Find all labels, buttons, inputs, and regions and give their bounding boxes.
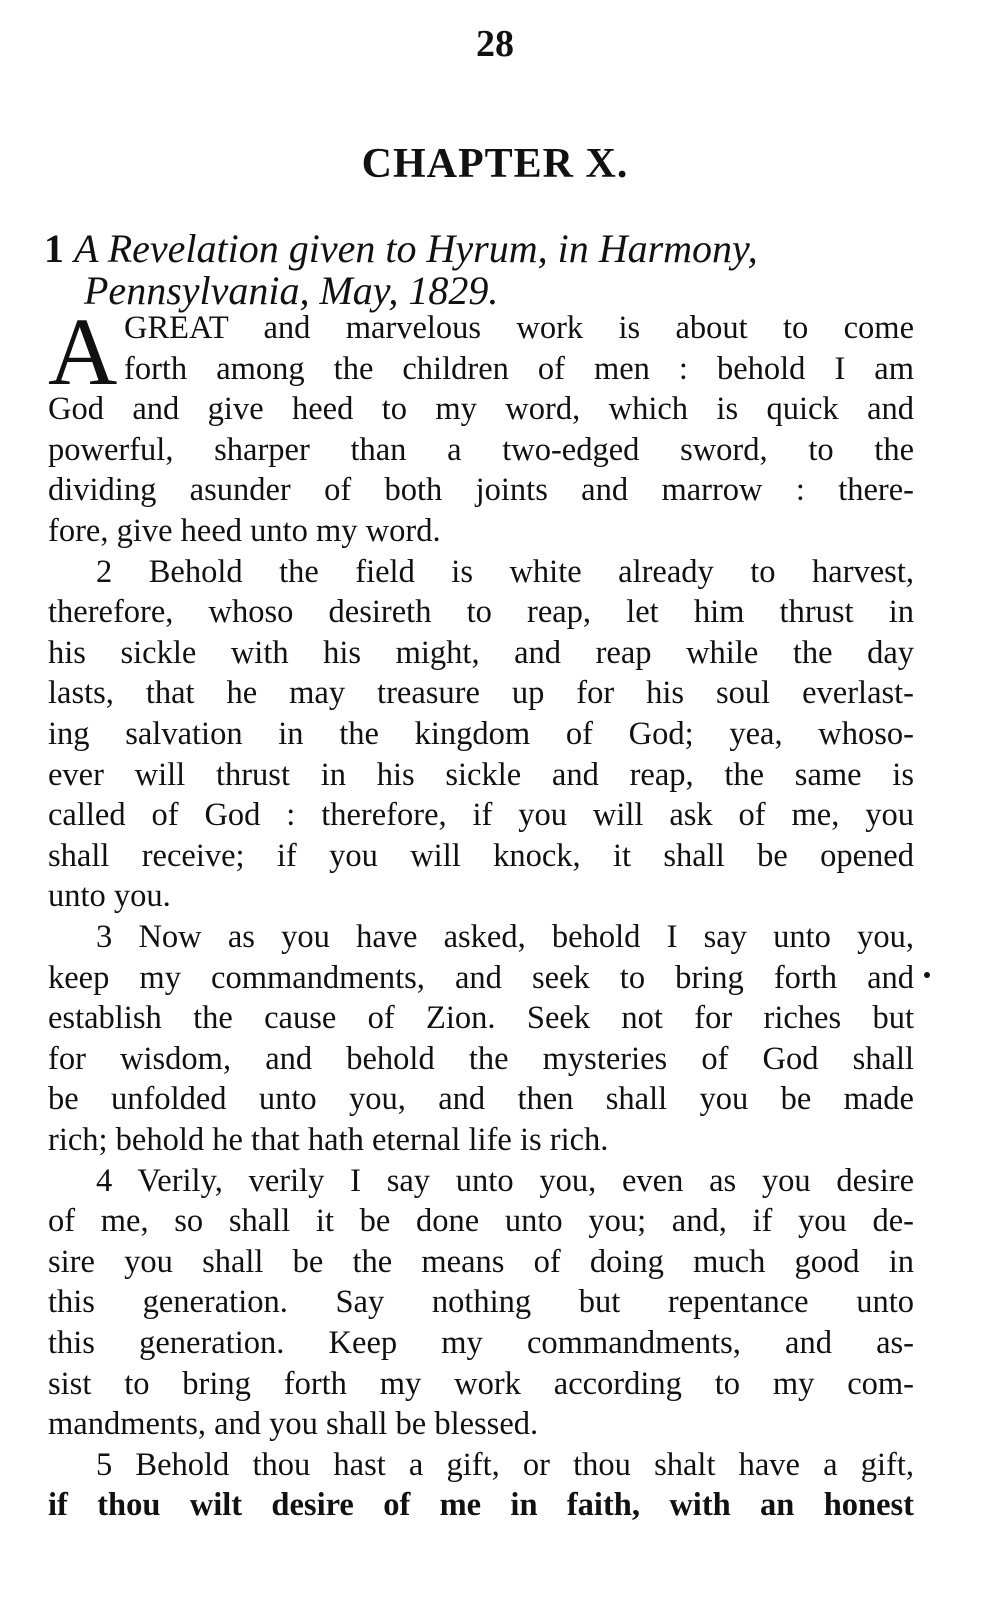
text-line: fore, give heed unto my word.: [48, 513, 441, 549]
text-line: rich; behold he that hath eternal life is rich.: [48, 1122, 609, 1158]
text-line: called of God : therefore, if you will ask of me, you: [48, 797, 914, 834]
text-line: mandments, and you shall be blessed.: [48, 1406, 539, 1443]
page-number: 28: [476, 23, 514, 65]
heading-verse-number: 1: [44, 226, 64, 271]
text-line: shall receive; if you will knock, it shall be opened: [48, 837, 914, 874]
text-line: powerful, sharper than a two-edged sword, to the: [48, 431, 914, 468]
text-line: his sickle with his might, and reap while the day: [48, 634, 914, 671]
text-line: 2 Behold the field is white already to harvest,: [96, 553, 914, 590]
text-line: sist to bring forth my work according to my com-: [48, 1365, 914, 1402]
drop-cap: A: [48, 298, 118, 405]
text-line: be unfolded unto you, and then shall you be made: [48, 1081, 914, 1118]
revelation-heading: [44, 228, 924, 312]
text-line: of me, so shall it be done unto you; and, if you de-: [48, 1203, 914, 1240]
text-line: therefore, whoso desireth to reap, let him thrust in: [48, 594, 914, 631]
text-line: lasts, that he may treasure up for his soul everlast-: [48, 675, 914, 712]
heading-line-1: A Revelation given to Hyrum, in Harmony,: [74, 226, 758, 271]
chapter-title: CHAPTER X.: [361, 141, 629, 187]
text-line: this generation. Say nothing but repentance unto: [48, 1284, 914, 1321]
text-line: establish the cause of Zion. Seek not for riches but: [48, 1000, 914, 1037]
text-line: keep my commandments, and seek to bring forth and: [48, 959, 914, 996]
text-line: this generation. Keep my commandments, and as-: [48, 1325, 914, 1361]
text-line: 5 Behold thou hast a gift, or thou shalt have a gift,: [96, 1446, 914, 1483]
margin-mark: [924, 972, 930, 978]
text-line: sire you shall be the means of doing much good in: [48, 1243, 914, 1280]
text-line: if thou wilt desire of me in faith, with an honest: [48, 1487, 914, 1524]
text-line: forth among the children of men : behold I am: [124, 350, 914, 387]
text-line: GREAT and marvelous work is about to come: [124, 310, 914, 346]
heading-line-2: Pennsylvania, May, 1829.: [84, 268, 499, 313]
text-line: 4 Verily, verily I say unto you, even as you desire: [96, 1162, 914, 1199]
text-line: dividing asunder of both joints and marrow : there-: [48, 472, 914, 509]
text-line: ing salvation in the kingdom of God; yea, whoso-: [48, 716, 914, 752]
text-line: 3 Now as you have asked, behold I say unto you,: [96, 919, 914, 955]
text-line: for wisdom, and behold the mysteries of God shall: [48, 1040, 914, 1077]
text-line: God and give heed to my word, which is quick and: [48, 391, 914, 428]
text-line: ever will thrust in his sickle and reap, the same is: [48, 756, 914, 793]
text-line: unto you.: [48, 878, 171, 915]
